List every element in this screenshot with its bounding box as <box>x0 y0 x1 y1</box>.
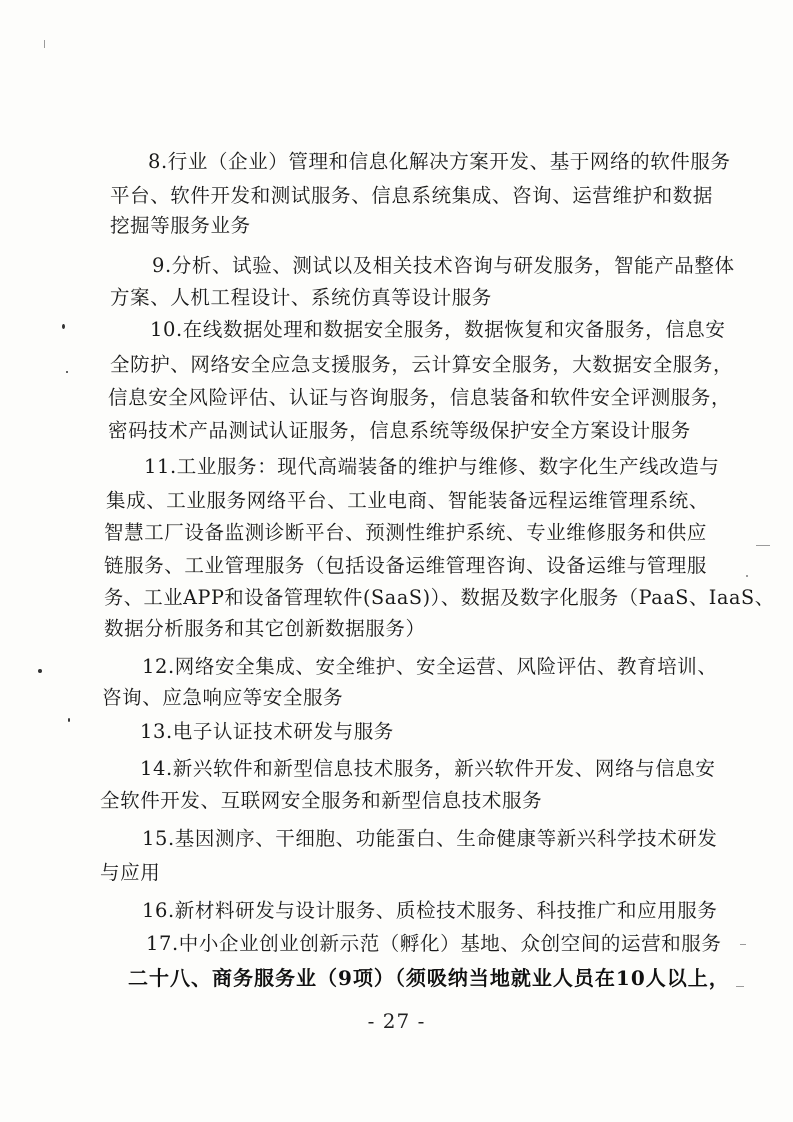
text-line: 9.分析、试验、测试以及相关技术咨询与研发服务，智能产品整体 <box>152 254 735 277</box>
scan-mark <box>740 944 746 945</box>
text-line: 13.电子认证技术研发与服务 <box>140 720 394 743</box>
text-line: 集成、工业服务网络平台、工业电商、智能装备远程运维管理系统、 <box>106 489 710 512</box>
scan-mark <box>736 986 744 987</box>
scan-mark <box>746 575 748 577</box>
text-line: 方案、人机工程设计、系统仿真等设计服务 <box>110 286 492 309</box>
scan-speck <box>66 371 68 373</box>
text-line: 10.在线数据处理和数据安全服务，数据恢复和灾备服务，信息安 <box>150 318 726 341</box>
text-line: 16.新材料研发与设计服务、质检技术服务、科技推广和应用服务 <box>142 899 718 922</box>
scan-mark <box>44 40 45 48</box>
text-line: 挖掘等服务业务 <box>110 214 251 237</box>
text-line: 14.新兴软件和新型信息技术服务，新兴软件开发、网络与信息安 <box>140 757 716 780</box>
text-line: 8.行业（企业）管理和信息化解决方案开发、基于网络的软件服务 <box>148 150 731 173</box>
scan-speck <box>68 718 70 722</box>
text-line: 务、工业APP和设备管理软件(SaaS)）、数据及数字化服务（PaaS、IaaS、 <box>104 586 775 609</box>
text-line: 信息安全风险评估、认证与咨询服务，信息装备和软件安全评测服务， <box>108 386 732 409</box>
text-line: 数据分析服务和其它创新数据服务） <box>104 617 426 640</box>
scan-speck <box>62 324 65 329</box>
text-line: 与应用 <box>100 861 161 884</box>
text-line: 平台、软件开发和测试服务、信息系统集成、咨询、运营维护和数据 <box>110 184 714 207</box>
text-line: 15.基因测序、干细胞、功能蛋白、生命健康等新兴科学技术研发 <box>142 827 718 850</box>
text-line: 全软件开发、互联网安全服务和新型信息技术服务 <box>100 789 543 812</box>
page-number: - 27 - <box>367 1009 426 1033</box>
text-line: 链服务、工业管理服务（包括设备运维管理咨询、设备运维与管理服 <box>104 554 708 577</box>
text-line: 11.工业服务：现代高端装备的维护与维修、数字化生产线改造与 <box>144 455 720 478</box>
text-line: 咨询、应急响应等安全服务 <box>102 686 344 709</box>
text-line: 12.网络安全集成、安全维护、安全运营、风险评估、教育培训、 <box>142 655 718 678</box>
scan-mark <box>756 545 770 546</box>
scan-speck <box>38 669 42 673</box>
text-line: 全防护、网络安全应急支援服务，云计算安全服务，大数据安全服务， <box>110 353 734 376</box>
section-heading: 二十八、商务服务业（9项）（须吸纳当地就业人员在10人以上， <box>128 966 730 990</box>
text-line: 智慧工厂设备监测诊断平台、预测性维护系统、专业维修服务和供应 <box>104 521 708 544</box>
text-line: 密码技术产品测试认证服务，信息系统等级保护安全方案设计服务 <box>108 419 691 442</box>
text-line: 17.中小企业创业创新示范（孵化）基地、众创空间的运营和服务 <box>146 932 722 955</box>
